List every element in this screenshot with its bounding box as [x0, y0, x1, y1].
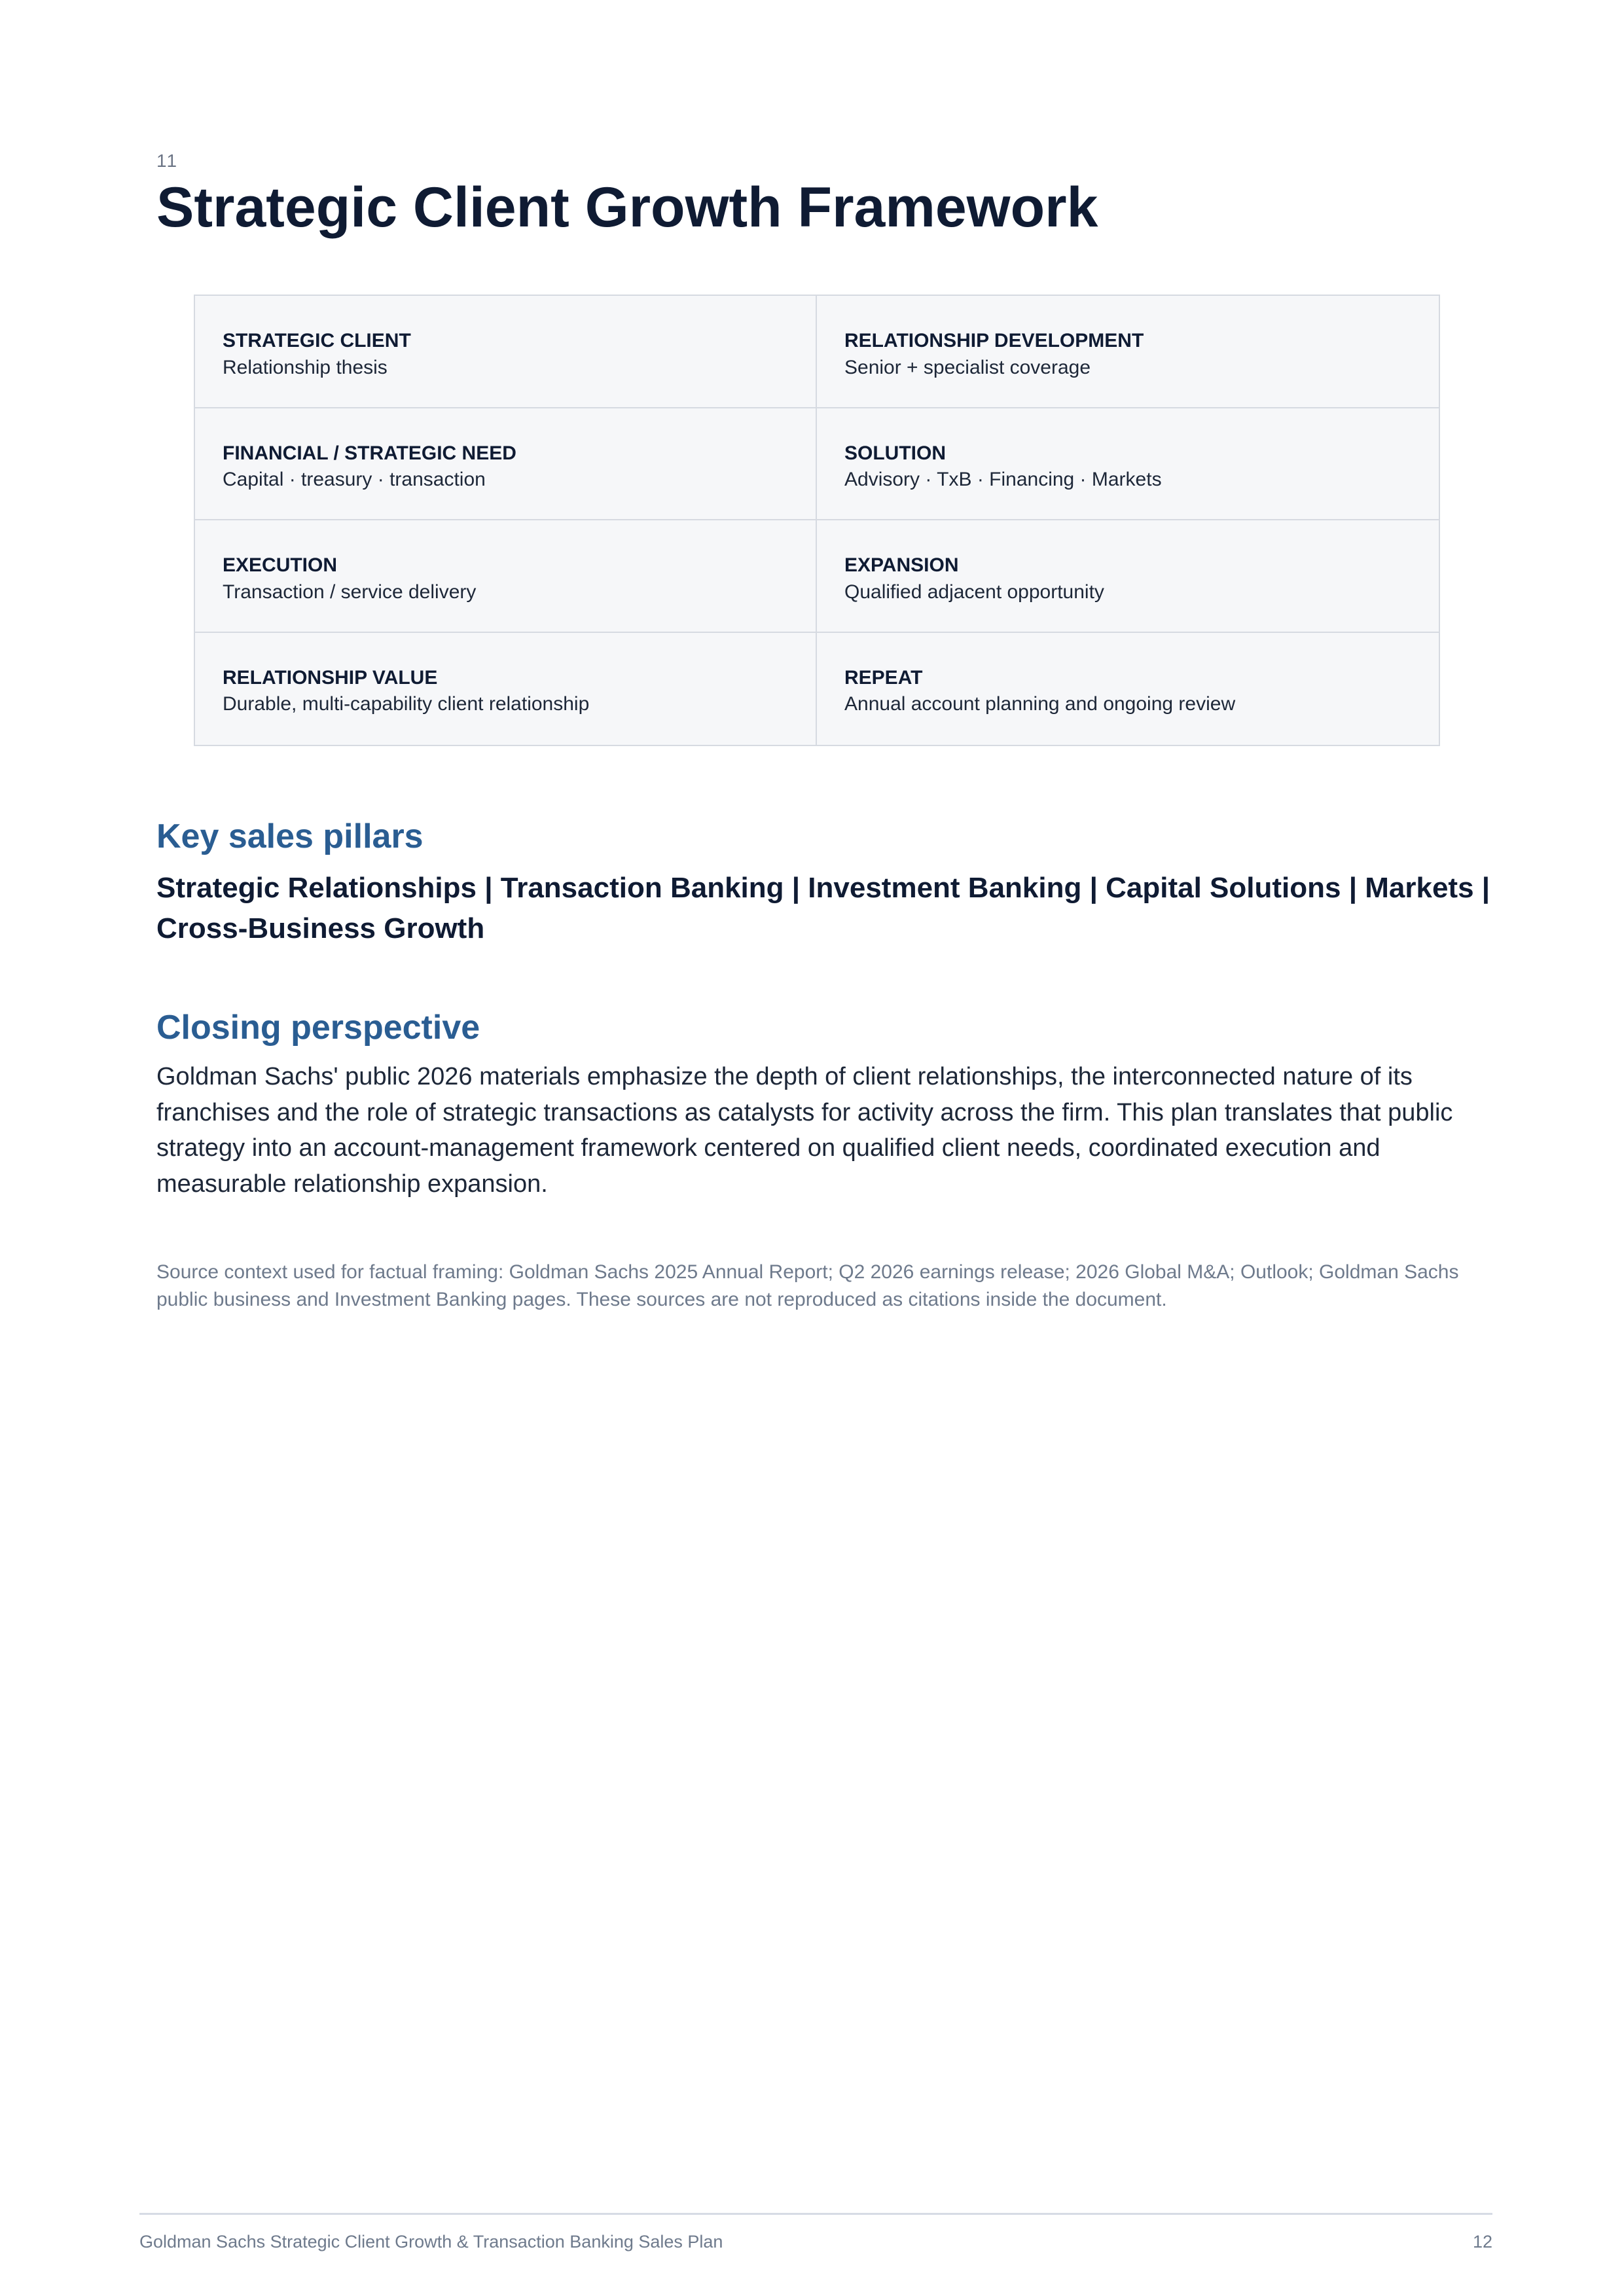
framework-cell-heading: REPEAT [844, 666, 923, 689]
framework-cell-text: Qualified adjacent opportunity [844, 581, 1104, 603]
framework-cell-heading: FINANCIAL / STRATEGIC NEED [223, 442, 516, 464]
framework-cell-heading: STRATEGIC CLIENT [223, 330, 411, 351]
framework-cell-text: Capital · treasury · transaction [223, 469, 486, 490]
framework-cell-heading: RELATIONSHIP VALUE [223, 666, 438, 689]
framework-cell-relationship-development [817, 296, 1439, 408]
closing-text: Goldman Sachs' public 2026 materials emphasize the depth of client relationships, the interconnected nature of its franchises and the role of strategic transactions as catalysts for activity across the firm. This plan translates that public strategy into an account-management framework centered on qualified client needs, coordinated execution and measurable relationship expansion. [156, 1063, 1453, 1198]
pillars-text: Strategic Relationships | Transaction Banking | Investment Banking | Capital Solutions | Markets | Cross-Business Growth [156, 872, 1490, 944]
framework-cell-text: Annual account planning and ongoing review [844, 693, 1236, 715]
closing-heading: Closing perspective [156, 1009, 480, 1047]
framework-cell-solution [817, 408, 1439, 521]
section-number: 11 [156, 151, 179, 171]
framework-cell-text: Advisory · TxB · Financing · Markets [844, 469, 1162, 490]
footer-document-title: Goldman Sachs Strategic Client Growth & Transaction Banking Sales Plan [139, 2232, 723, 2251]
framework-cell-strategic-client [195, 296, 817, 408]
framework-cell-heading: SOLUTION [844, 442, 946, 464]
framework-cell-expansion [817, 520, 1439, 633]
framework-cell-text: Durable, multi-capability client relationship [223, 693, 590, 715]
page-title: Strategic Client Growth Framework [156, 176, 1098, 239]
pillars-heading: Key sales pillars [156, 817, 424, 855]
framework-cell-text: Senior + specialist coverage [844, 356, 1091, 378]
footer-divider [139, 2213, 1492, 2215]
framework-cell-text: Transaction / service delivery [223, 581, 477, 603]
framework-cell-text: Relationship thesis [223, 356, 388, 378]
footer-page-number: 12 [1472, 2232, 1492, 2251]
framework-cell-execution [195, 520, 817, 633]
framework-cell-heading: EXPANSION [844, 554, 959, 576]
framework-cell-relationship-value [195, 633, 817, 745]
framework-grid [194, 295, 1440, 746]
framework-cell-repeat [817, 633, 1439, 745]
framework-cell-heading: EXECUTION [223, 554, 338, 576]
framework-cell-financial-strategic-need [195, 408, 817, 521]
framework-cell-heading: RELATIONSHIP DEVELOPMENT [844, 330, 1144, 351]
source-note: Source context used for factual framing: Goldman Sachs 2025 Annual Report; Q2 2026 earnings release; 2026 Global M&A; Outlook; Goldman Sachs public business and Investment Banking pages. These sources are not reproduced as citations inside the document. [156, 1261, 1459, 1310]
